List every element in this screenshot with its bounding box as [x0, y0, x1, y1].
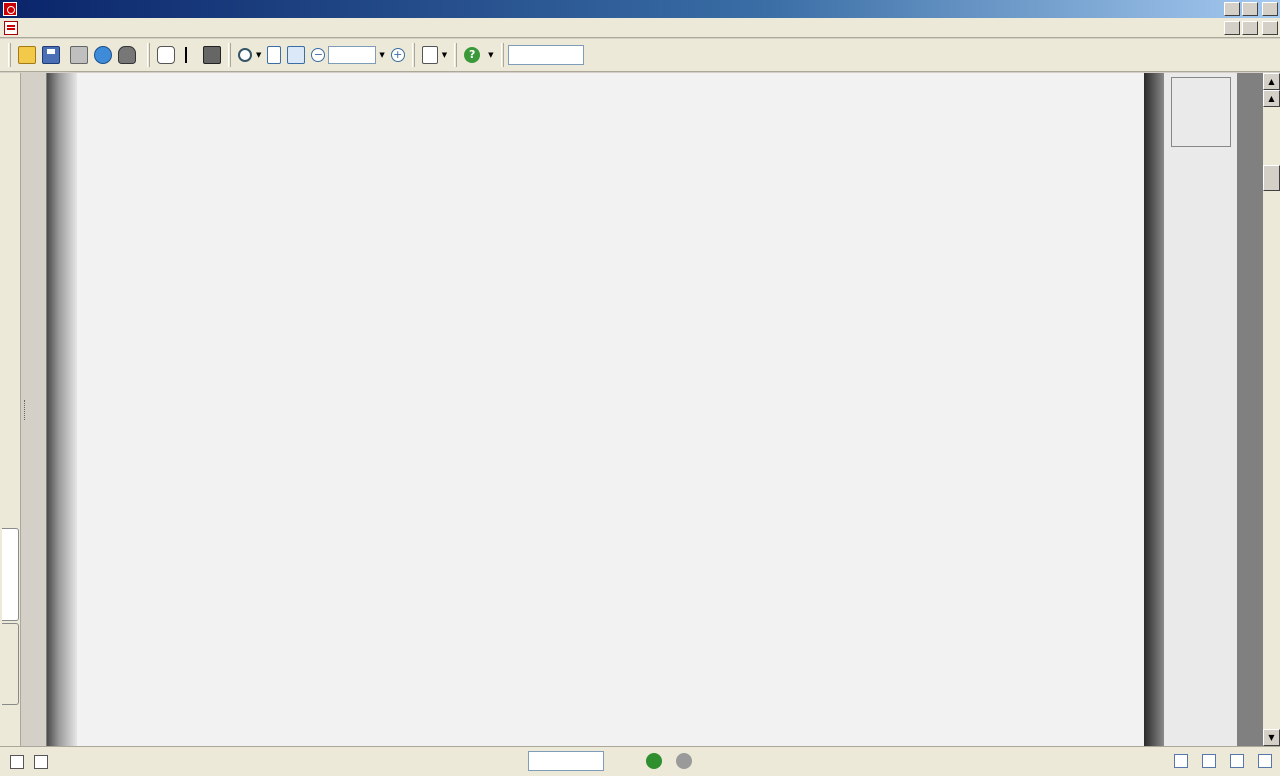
- page-layout-button[interactable]: [419, 43, 450, 67]
- scroll-thumb[interactable]: [1263, 165, 1280, 191]
- toolbar: [0, 39, 1280, 72]
- dropdown-arrow-icon: ▼: [256, 51, 262, 59]
- page-gutter: [1144, 73, 1164, 746]
- back-button[interactable]: [646, 753, 662, 769]
- restore-button[interactable]: [1242, 2, 1258, 16]
- scroll-up-button[interactable]: ▲: [1263, 90, 1280, 107]
- title-bar: [0, 0, 1280, 18]
- minimize-button[interactable]: [1224, 2, 1240, 16]
- zoom-in-button[interactable]: [388, 43, 408, 67]
- save-copy-button[interactable]: [39, 43, 67, 67]
- page-edge-shadow: [47, 73, 77, 746]
- search-button[interactable]: [115, 43, 143, 67]
- help-button[interactable]: [461, 43, 496, 67]
- navigation-panel: [0, 73, 21, 746]
- menu-bar: [0, 18, 1280, 38]
- page-layout-icons: [1174, 754, 1272, 768]
- document-view[interactable]: [47, 73, 1263, 746]
- splitter-grip-icon[interactable]: [24, 400, 28, 420]
- facing-icon[interactable]: [1230, 754, 1244, 768]
- email-button[interactable]: [91, 43, 115, 67]
- text-cursor-icon: [181, 46, 193, 64]
- camera-icon: [203, 46, 221, 64]
- document-icon[interactable]: [4, 21, 18, 35]
- minus-icon: −: [311, 48, 325, 62]
- magnifier-icon: [238, 48, 252, 62]
- email-globe-icon: [94, 46, 112, 64]
- vertical-scrollbar[interactable]: [1263, 73, 1280, 746]
- floppy-disk-icon: [42, 46, 60, 64]
- toolbar-grip[interactable]: [8, 43, 11, 67]
- hand-icon: [157, 46, 175, 64]
- fit-page-button[interactable]: [264, 43, 284, 67]
- facing-page: [1144, 73, 1237, 746]
- search-web-input[interactable]: [508, 45, 584, 65]
- zoom-dropdown[interactable]: [376, 43, 387, 67]
- toolbar-grip-4[interactable]: [412, 43, 415, 67]
- doc-close-button[interactable]: [1262, 21, 1278, 35]
- printer-icon: [70, 46, 88, 64]
- forward-button[interactable]: [676, 753, 692, 769]
- close-button[interactable]: [1262, 2, 1278, 16]
- toolbar-grip-6[interactable]: [501, 43, 504, 67]
- right-page-box: [1171, 77, 1231, 147]
- zoom-tool-button[interactable]: [235, 43, 264, 67]
- dropdown-arrow-icon: ▼: [441, 51, 448, 59]
- status-bar: [0, 746, 1280, 776]
- open-button[interactable]: [15, 43, 39, 67]
- doc-restore-button[interactable]: [1242, 21, 1258, 35]
- plus-icon: +: [391, 48, 405, 62]
- fit-width-icon: [287, 46, 305, 64]
- doc-minimize-button[interactable]: [1224, 21, 1240, 35]
- fit-width-button[interactable]: [284, 43, 308, 67]
- page-size-icon[interactable]: [10, 755, 24, 769]
- adobe-reader-icon: [3, 2, 17, 16]
- print-button[interactable]: [67, 43, 91, 67]
- scroll-down-button[interactable]: ▼: [1263, 729, 1280, 746]
- zoom-input[interactable]: [328, 46, 376, 64]
- toolbar-grip-5[interactable]: [454, 43, 457, 67]
- fit-page-icon: [267, 46, 281, 64]
- select-tool-button[interactable]: [178, 43, 200, 67]
- single-page-icon[interactable]: [1174, 754, 1188, 768]
- tab-comments[interactable]: [2, 623, 19, 705]
- pdf-page: [47, 73, 1237, 746]
- toolbar-grip-2[interactable]: [147, 43, 150, 67]
- dropdown-arrow-icon: ▼: [379, 51, 385, 59]
- hand-tool-button[interactable]: [154, 43, 178, 67]
- scroll-up-arrow-icon[interactable]: ▲: [1263, 73, 1280, 90]
- folder-open-icon: [18, 46, 36, 64]
- snapshot-button[interactable]: [200, 43, 224, 67]
- continuous-facing-icon[interactable]: [1258, 754, 1272, 768]
- tab-attachments[interactable]: [2, 528, 19, 621]
- binoculars-icon: [118, 46, 136, 64]
- zoom-out-button[interactable]: [308, 43, 328, 67]
- toolbar-grip-3[interactable]: [228, 43, 231, 67]
- page-navigation: [500, 751, 692, 771]
- pages-icon: [422, 46, 438, 64]
- dropdown-arrow-icon: ▼: [488, 51, 494, 59]
- navigation-pane-icon[interactable]: [34, 755, 48, 769]
- continuous-icon[interactable]: [1202, 754, 1216, 768]
- help-icon: ?: [464, 47, 480, 63]
- page-number-input[interactable]: [528, 751, 604, 771]
